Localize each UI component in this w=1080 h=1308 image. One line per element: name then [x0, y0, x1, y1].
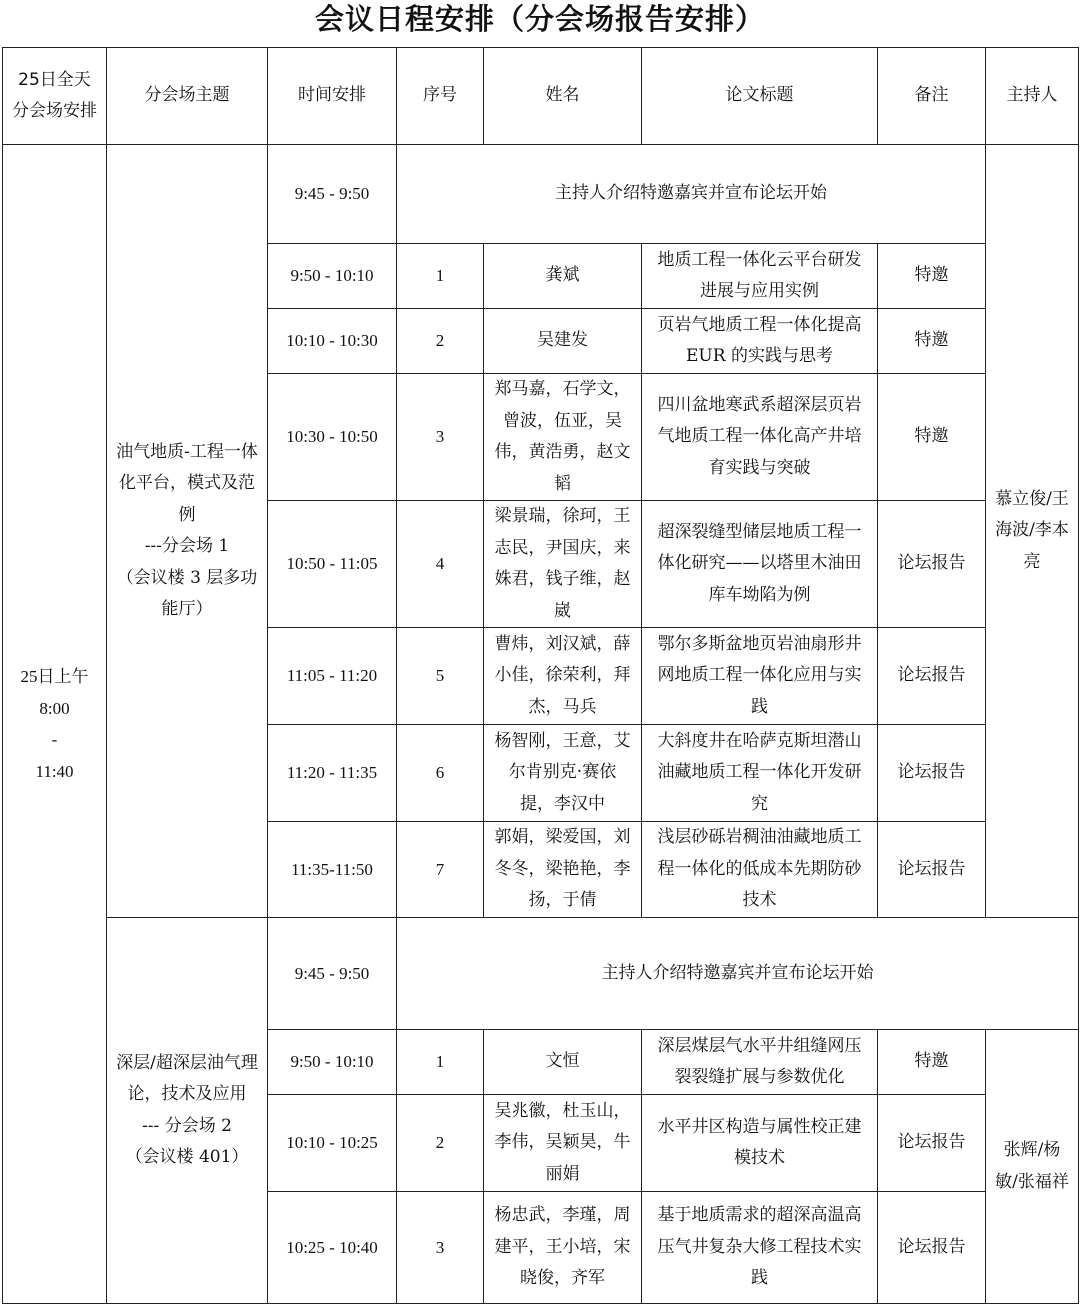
table-row — [3, 145, 1079, 244]
header-row — [3, 48, 1079, 145]
speaker-cell: 吴兆徽，杜玉山，李伟，吴颖昊，牛丽娟 — [484, 1095, 642, 1192]
header-day: 25日全天分会场安排 — [3, 48, 107, 145]
number-cell: 6 — [397, 725, 484, 822]
note-cell: 论坛报告 — [878, 725, 986, 822]
time-cell: 10:25 - 10:40 — [268, 1192, 397, 1304]
intro-text: 主持人介绍特邀嘉宾并宣布论坛开始 — [397, 145, 986, 244]
speaker-cell: 郭娟，梁爱国，刘冬冬，梁艳艳，李扬，于倩 — [484, 822, 642, 918]
number-cell: 3 — [397, 374, 484, 501]
note-cell: 特邀 — [878, 309, 986, 374]
session-theme-cell — [107, 918, 268, 1304]
time-cell: 10:50 - 11:05 — [268, 501, 397, 628]
paper-title-cell: 页岩气地质工程一体化提高 EUR 的实践与思考 — [642, 309, 878, 374]
number-cell: 2 — [397, 309, 484, 374]
note-cell: 特邀 — [878, 244, 986, 309]
session-theme-line: （会议楼 3 层多功能厅） — [116, 567, 258, 619]
time-cell: 10:10 - 10:25 — [268, 1095, 397, 1192]
paper-title-cell: 浅层砂砾岩稠油油藏地质工程一体化的低成本先期防砂技术 — [642, 822, 878, 918]
paper-title-cell: 超深裂缝型储层地质工程一体化研究——以塔里木油田库车坳陷为例 — [642, 501, 878, 628]
speaker-cell: 梁景瑞，徐珂，王志民，尹国庆，来姝君，钱子维，赵崴 — [484, 501, 642, 628]
time-cell: 11:05 - 11:20 — [268, 628, 397, 725]
host-cell: 张辉/杨敏/张福祥 — [986, 1030, 1079, 1304]
header-paper: 论文标题 — [642, 48, 878, 145]
time-cell: 10:10 - 10:30 — [268, 309, 397, 374]
session-theme-line: --- 分会场 2 — [142, 1115, 232, 1136]
day-label-line: - — [51, 730, 58, 749]
time-cell: 9:45 - 9:50 — [268, 918, 397, 1030]
session-theme-line: 深层/超深层油气理论，技术及应用 — [116, 1052, 258, 1104]
number-cell: 1 — [397, 244, 484, 309]
session-theme-line: ---分会场 1 — [144, 536, 230, 556]
header-host: 主持人 — [986, 48, 1079, 145]
speaker-cell: 郑马嘉，石学文，曾波，伍亚，吴伟，黄浩勇，赵文韬 — [484, 374, 642, 501]
number-cell: 7 — [397, 822, 484, 918]
number-cell: 5 — [397, 628, 484, 725]
time-cell: 11:20 - 11:35 — [268, 725, 397, 822]
host-cell: 慕立俊/王海波/李本亮 — [986, 145, 1079, 918]
number-cell: 2 — [397, 1095, 484, 1192]
paper-title-cell: 基于地质需求的超深高温高压气井复杂大修工程技术实践 — [642, 1192, 878, 1304]
speaker-cell: 杨忠武，李瑾，周建平，王小培，宋晓俊，齐军 — [484, 1192, 642, 1304]
note-cell: 论坛报告 — [878, 501, 986, 628]
schedule-table — [2, 47, 1079, 1304]
paper-title-cell: 鄂尔多斯盆地页岩油扇形井网地质工程一体化应用与实践 — [642, 628, 878, 725]
number-cell: 1 — [397, 1030, 484, 1095]
paper-title-cell: 大斜度井在哈萨克斯坦潜山油藏地质工程一体化开发研究 — [642, 725, 878, 822]
paper-title-cell: 地质工程一体化云平台研发进展与应用实例 — [642, 244, 878, 309]
note-cell: 论坛报告 — [878, 822, 986, 918]
number-cell: 3 — [397, 1192, 484, 1304]
speaker-cell: 吴建发 — [484, 309, 642, 374]
header-time: 时间安排 — [268, 48, 397, 145]
page-title: 会议日程安排（分会场报告安排） — [314, 2, 765, 36]
paper-title-cell: 四川盆地寒武系超深层页岩气地质工程一体化高产井培育实践与突破 — [642, 374, 878, 501]
time-cell: 9:45 - 9:50 — [268, 145, 397, 244]
paper-title-cell: 深层煤层气水平井组缝网压裂裂缝扩展与参数优化 — [642, 1030, 878, 1095]
table-row — [3, 918, 1079, 1030]
header-note: 备注 — [878, 48, 986, 145]
time-cell: 9:50 - 10:10 — [268, 1030, 397, 1095]
header-name: 姓名 — [484, 48, 642, 145]
time-cell: 10:30 - 10:50 — [268, 374, 397, 501]
note-cell: 论坛报告 — [878, 1192, 986, 1304]
note-cell: 特邀 — [878, 1030, 986, 1095]
day-label-line: 8:00 — [39, 698, 70, 718]
number-cell: 4 — [397, 501, 484, 628]
speaker-cell: 文恒 — [484, 1030, 642, 1095]
header-no: 序号 — [397, 48, 484, 145]
day-label-line: 11:40 — [35, 761, 74, 781]
day-cell — [3, 145, 107, 1304]
header-theme: 分会场主题 — [107, 48, 268, 145]
session-theme-line: （会议楼 401） — [125, 1147, 249, 1167]
session-theme-line: 油气地质-工程一体化平台，模式及范例 — [116, 441, 258, 525]
note-cell: 特邀 — [878, 374, 986, 501]
speaker-cell: 杨智刚，王意，艾尔肯别克·赛依提，李汉中 — [484, 725, 642, 822]
time-cell: 11:35-11:50 — [268, 822, 397, 918]
time-cell: 9:50 - 10:10 — [268, 244, 397, 309]
session-theme-cell — [107, 145, 268, 918]
day-label-line: 25日上午 — [20, 667, 89, 686]
note-cell: 论坛报告 — [878, 1095, 986, 1192]
intro-text: 主持人介绍特邀嘉宾并宣布论坛开始 — [397, 918, 1079, 1030]
speaker-cell: 曹炜，刘汉斌，薛小佳，徐荣利，拜杰，马兵 — [484, 628, 642, 725]
note-cell: 论坛报告 — [878, 628, 986, 725]
paper-title-cell: 水平井区构造与属性校正建模技术 — [642, 1095, 878, 1192]
speaker-cell: 龚斌 — [484, 244, 642, 309]
